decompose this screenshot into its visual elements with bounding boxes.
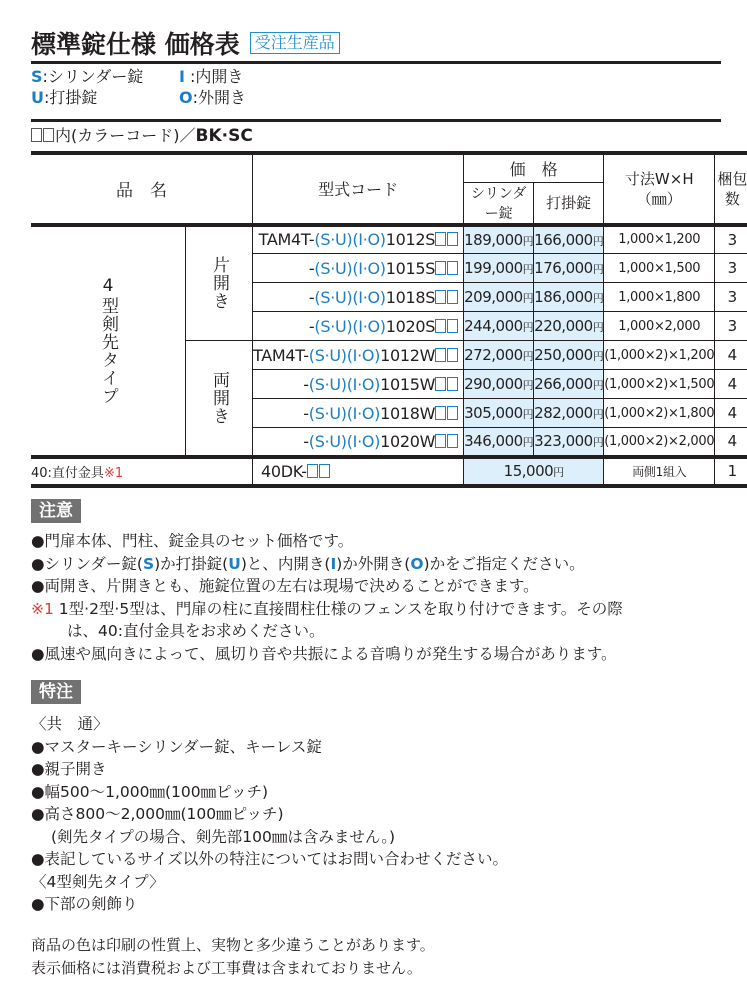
- package-count: 4: [715, 399, 747, 428]
- package-count: 3: [715, 312, 747, 341]
- model-code: -(S·U)(I·O)1018S: [253, 283, 464, 312]
- special-order-line: ●幅500〜1,000㎜(100㎜ピッチ): [31, 782, 269, 801]
- footer-notes: [31, 934, 435, 980]
- price-cylinder: 346,000円: [464, 428, 534, 457]
- price-latch: 266,000円: [534, 370, 604, 399]
- subgroup-label-cell: [186, 225, 253, 341]
- color-codes: BK·SC: [195, 126, 253, 146]
- color-code-prefix: 内(カラーコード)／: [55, 126, 196, 145]
- header-price-cylinder: シリンダー錠: [464, 182, 534, 225]
- header-product-name: 品 名: [31, 153, 253, 225]
- price-latch: 282,000円: [534, 399, 604, 428]
- accessory-label: 40:直付金具※1: [31, 457, 253, 486]
- placeholder-box-icon: [447, 406, 458, 420]
- group-label-cell: [31, 225, 186, 457]
- color-code-line: [31, 125, 253, 147]
- legend-text: :シリンダー錠: [42, 67, 144, 86]
- size: 1,000×1,200: [604, 225, 715, 254]
- package-count: 4: [715, 341, 747, 370]
- price-cylinder: 305,000円: [464, 399, 534, 428]
- placeholder-box-icon: [447, 290, 458, 304]
- special-order-line: 〈共 通〉: [31, 715, 109, 733]
- price-latch: 220,000円: [534, 312, 604, 341]
- legend-row: [31, 66, 319, 87]
- price-latch: 176,000円: [534, 254, 604, 283]
- price-cylinder: 244,000円: [464, 312, 534, 341]
- placeholder-box-icon: [447, 261, 458, 275]
- footer-line: 商品の色は印刷の性質上、実物と多少違うことがあります。: [31, 936, 435, 954]
- model-code: TAM4T-(S·U)(I·O)1012S: [253, 225, 464, 254]
- footer-line: 表示価格には消費税および工事費は含まれておりません。: [31, 959, 422, 977]
- special-order-line: ●下部の剣飾り: [31, 895, 138, 913]
- placeholder-box-icon: [435, 261, 446, 275]
- caution-tag: 注意: [31, 499, 81, 523]
- header-price-latch: 打掛錠: [534, 182, 604, 225]
- subgroup-label-cell: [186, 341, 253, 457]
- special-order-line: ●マスターキーシリンダー錠、キーレス錠: [31, 737, 322, 756]
- footnote-ref: ※1: [31, 599, 54, 618]
- model-code: -(S·U)(I·O)1020S: [253, 312, 464, 341]
- placeholder-box-icon: [435, 232, 446, 246]
- group-label: 4型剣先タイプ: [98, 276, 118, 405]
- caution-line: は、40:直付金具をお求めください。: [67, 622, 325, 640]
- placeholder-box-icon: [447, 232, 458, 246]
- package-count: 4: [715, 370, 747, 399]
- placeholder-box-icon: [319, 464, 330, 478]
- price-latch: 323,000円: [534, 428, 604, 457]
- caution-line: ●両開き、片開きとも、施錠位置の左右は現場で決めることができます。: [31, 577, 539, 595]
- package-count: 3: [715, 254, 747, 283]
- price-latch: 186,000円: [534, 283, 604, 312]
- model-code: -(S·U)(I·O)1015S: [253, 254, 464, 283]
- model-code: -(S·U)(I·O)1015W: [253, 370, 464, 399]
- title-divider: [31, 61, 721, 64]
- model-code: -(S·U)(I·O)1018W: [253, 399, 464, 428]
- placeholder-box-icon: [447, 434, 458, 448]
- title-row: [31, 26, 340, 60]
- placeholder-box-icon: [435, 290, 446, 304]
- placeholder-box-icon: [435, 406, 446, 420]
- header-size-label: 寸法W×H: [624, 169, 694, 188]
- special-order-line: ●高さ800〜2,000㎜(100㎜ピッチ): [31, 805, 284, 823]
- special-order-line: (剣先タイプの場合、剣先部100㎜は含みません。): [51, 827, 396, 846]
- placeholder-box-icon: [435, 319, 446, 333]
- legend-key: I: [179, 67, 185, 86]
- package-count: 3: [715, 283, 747, 312]
- legend-text: :内開き: [184, 67, 244, 86]
- option-legend: [31, 66, 319, 108]
- size: (1,000×2)×1,500: [604, 370, 715, 399]
- placeholder-box-icon: [31, 128, 42, 142]
- legend-divider: [31, 119, 721, 122]
- price-latch: 166,000円: [534, 225, 604, 254]
- accessory-price: 15,000円: [464, 457, 604, 486]
- size: 1,000×2,000: [604, 312, 715, 341]
- size: 1,000×1,800: [604, 283, 715, 312]
- special-order-tag: 特注: [31, 680, 81, 704]
- caution-notes: [31, 530, 623, 665]
- placeholder-box-icon: [435, 348, 446, 362]
- accessory-code: 40DK-: [253, 457, 464, 486]
- header-size-unit: （㎜）: [636, 189, 682, 208]
- placeholder-box-icon: [307, 464, 318, 478]
- price-cylinder: 189,000円: [464, 225, 534, 254]
- header-packages-label: 梱包数: [717, 169, 747, 208]
- header-price: 価 格: [464, 153, 604, 182]
- placeholder-box-icon: [435, 377, 446, 391]
- placeholder-box-icon: [447, 348, 458, 362]
- price-cylinder: 209,000円: [464, 283, 534, 312]
- price-cylinder: 290,000円: [464, 370, 534, 399]
- package-count: 3: [715, 225, 747, 254]
- package-count: 4: [715, 428, 747, 457]
- model-code: -(S·U)(I·O)1020W: [253, 428, 464, 457]
- legend-text: :外開き: [192, 88, 247, 107]
- subgroup-label: 片開き: [209, 256, 229, 311]
- size: 1,000×1,500: [604, 254, 715, 283]
- caution-line: ●風速や風向きによって、風切り音や共振による音鳴りが発生する場合があります。: [31, 644, 617, 663]
- footnote-ref: ※1: [103, 465, 124, 481]
- price-cylinder: 199,000円: [464, 254, 534, 283]
- placeholder-box-icon: [447, 319, 458, 333]
- price-latch: 250,000円: [534, 341, 604, 370]
- size: (1,000×2)×2,000: [604, 428, 715, 457]
- special-order-line: ●親子開き: [31, 760, 107, 778]
- made-to-order-badge: 受注生産品: [250, 32, 340, 54]
- size: (1,000×2)×1,800: [604, 399, 715, 428]
- accessory-packages: 1: [715, 457, 747, 486]
- legend-key: S: [31, 67, 43, 86]
- placeholder-box-icon: [43, 128, 54, 142]
- price-cylinder: 272,000円: [464, 341, 534, 370]
- legend-text: :打掛錠: [44, 88, 98, 107]
- accessory-size: 両側1組入: [604, 457, 715, 486]
- legend-row: [31, 87, 319, 108]
- caution-line: ●シリンダー錠(S)か打掛錠(U)と、内開き(I)か外開き(O)かをご指定ください。: [31, 554, 585, 573]
- caution-line: ●門扉本体、門柱、錠金具のセット価格です。: [31, 532, 354, 550]
- placeholder-box-icon: [435, 434, 446, 448]
- caution-line: ※1 1型·2型·5型は、門扉の柱に直接間柱仕様のフェンスを取り付けできます。その際: [31, 599, 623, 618]
- special-order-line: 〈4型剣先タイプ〉: [31, 872, 165, 891]
- header-model-code: 型式コード: [253, 153, 464, 225]
- legend-key: U: [31, 88, 44, 107]
- model-code: TAM4T-(S·U)(I·O)1012W: [253, 341, 464, 370]
- header-size: [604, 153, 715, 225]
- table-row: [31, 225, 747, 254]
- header-packages: [715, 153, 747, 225]
- price-table: [31, 151, 747, 488]
- placeholder-box-icon: [447, 377, 458, 391]
- special-order-notes: [31, 713, 508, 916]
- special-order-line: ●表記しているサイズ以外の特注についてはお問い合わせください。: [31, 850, 508, 868]
- legend-key: O: [179, 88, 193, 107]
- subgroup-label: 両開き: [209, 370, 229, 425]
- size: (1,000×2)×1,200: [604, 341, 715, 370]
- page-title: 標準錠仕様 価格表: [31, 30, 240, 59]
- accessory-row: [31, 457, 747, 486]
